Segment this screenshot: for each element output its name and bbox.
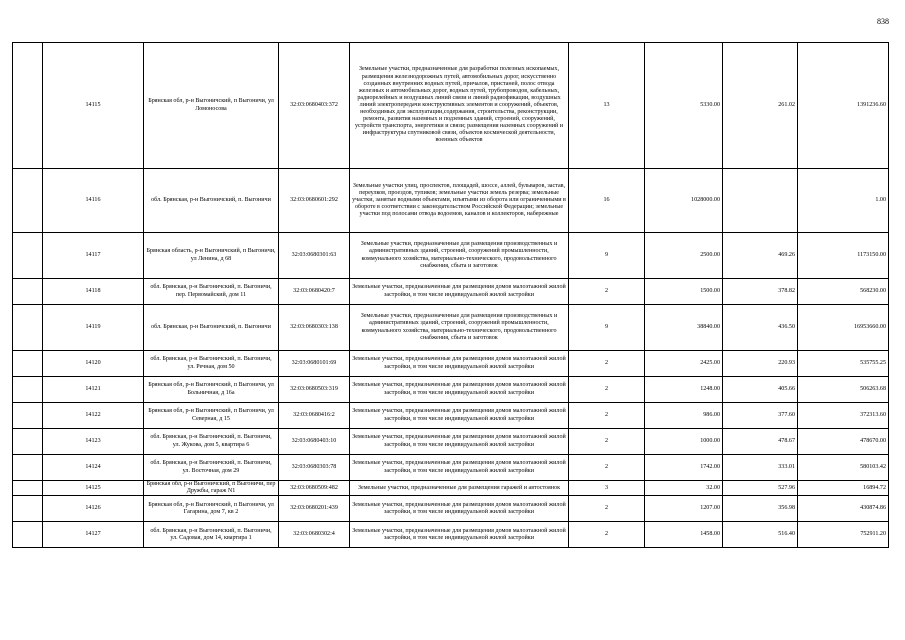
- group-code-cell: 2: [569, 429, 645, 455]
- group-code-cell: 2: [569, 377, 645, 403]
- address-cell: обл. Брянская, р-н Выгоничский, п. Выгоничи, ул. Садовая, дом 14, квартира 1: [144, 522, 279, 548]
- row-number: 14122: [43, 403, 144, 429]
- table-row: [13, 43, 889, 169]
- land-use-cell: Земельные участки, предназначенные для размещения домов малоэтажной жилой застройки, в том числе индивидуальной жилой застройки: [350, 377, 569, 403]
- row-number: 14120: [43, 351, 144, 377]
- blank-cell: [13, 377, 43, 403]
- table-row: [13, 305, 889, 351]
- address-cell: Брянская обл, р-н Выгоничский, п Выгоничи, пер Дружбы, гараж N1: [144, 481, 279, 496]
- row-number: 14126: [43, 496, 144, 522]
- address-cell: Брянская область, р-н Выгоничский, п Выгоничи, ул Ленина, д 68: [144, 233, 279, 279]
- table-row: [13, 279, 889, 305]
- row-number: 14117: [43, 233, 144, 279]
- specific-value-cell: 261.02: [723, 43, 798, 169]
- cadastral-value-cell: 580103.42: [798, 455, 889, 481]
- cadastral-number-cell: 32:03:0680303:138: [279, 305, 350, 351]
- land-use-cell: Земельные участки, предназначенные для размещения домов малоэтажной жилой застройки, в том числе индивидуальной жилой застройки: [350, 522, 569, 548]
- table-row: [13, 481, 889, 496]
- group-code-cell: 2: [569, 351, 645, 377]
- address-cell: Брянская обл, р-н Выгоничский, п Выгоничи, ул Больничная, д 16а: [144, 377, 279, 403]
- cadastral-value-cell: 430874.86: [798, 496, 889, 522]
- table-row: [13, 377, 889, 403]
- row-number: 14116: [43, 169, 144, 233]
- address-cell: обл. Брянская, р-н Выгоничский, п. Выгоничи: [144, 305, 279, 351]
- address-cell: Брянская обл, р-н Выгоничский, п Выгоничи, ул Гагарина, дом 7, кв 2: [144, 496, 279, 522]
- blank-cell: [13, 522, 43, 548]
- cadastral-value-cell: 478670.00: [798, 429, 889, 455]
- blank-cell: [13, 305, 43, 351]
- land-use-cell: Земельные участки, предназначенные для размещения производственных и административных зданий, строений, сооружений промышленности, коммунального хозяйства, материально-технического, продовольственного снабжения, сбыта и заготовок: [350, 305, 569, 351]
- area-cell: 5330.00: [645, 43, 723, 169]
- cadastral-number-cell: 32:03:0680101:69: [279, 351, 350, 377]
- blank-cell: [13, 481, 43, 496]
- group-code-cell: 2: [569, 455, 645, 481]
- cadastral-number-cell: 32:03:0680201:439: [279, 496, 350, 522]
- group-code-cell: 3: [569, 481, 645, 496]
- cadastral-number-cell: 32:03:0680601:292: [279, 169, 350, 233]
- area-cell: 1028000.00: [645, 169, 723, 233]
- land-use-cell: Земельные участки, предназначенные для размещения домов малоэтажной жилой застройки, в том числе индивидуальной жилой застройки: [350, 429, 569, 455]
- table-row: [13, 403, 889, 429]
- specific-value-cell: 356.98: [723, 496, 798, 522]
- group-code-cell: 13: [569, 43, 645, 169]
- blank-cell: [13, 403, 43, 429]
- blank-cell: [13, 496, 43, 522]
- specific-value-cell: 378.82: [723, 279, 798, 305]
- page-number: 838: [877, 17, 889, 26]
- cadastral-number-cell: 32:03:0680303:78: [279, 455, 350, 481]
- table-row: [13, 496, 889, 522]
- cadastral-number-cell: 32:03:0680503:319: [279, 377, 350, 403]
- table-row: [13, 522, 889, 548]
- area-cell: 1742.00: [645, 455, 723, 481]
- blank-cell: [13, 455, 43, 481]
- cadastral-value-cell: 1173150.00: [798, 233, 889, 279]
- land-use-cell: Земельные участки улиц, проспектов, площадей, шоссе, аллей, бульваров, застав, переулков, проездов, тупиков; земельные участки земель резерва; земельные участки, занятые водными объектами, изъятыми из оборота или ограниченными в обороте в соответствии с законодательством Российской Федерации; земельные участки под полосами отвода водоемов, каналов и коллекторов, набережные: [350, 169, 569, 233]
- land-use-cell: Земельные участки, предназначенные для размещения гаражей и автостоянок: [350, 481, 569, 496]
- table-row: [13, 169, 889, 233]
- area-cell: 1248.00: [645, 377, 723, 403]
- group-code-cell: 2: [569, 403, 645, 429]
- specific-value-cell: [723, 169, 798, 233]
- specific-value-cell: 516.40: [723, 522, 798, 548]
- area-cell: 32.00: [645, 481, 723, 496]
- blank-cell: [13, 429, 43, 455]
- blank-cell: [13, 43, 43, 169]
- cadastral-value-table: [12, 42, 889, 548]
- area-cell: 1000.00: [645, 429, 723, 455]
- specific-value-cell: 469.26: [723, 233, 798, 279]
- blank-cell: [13, 233, 43, 279]
- cadastral-number-cell: 32:03:0680302:4: [279, 522, 350, 548]
- table-row: [13, 455, 889, 481]
- table-row: [13, 233, 889, 279]
- table-row: [13, 351, 889, 377]
- group-code-cell: 9: [569, 305, 645, 351]
- row-number: 14118: [43, 279, 144, 305]
- address-cell: обл. Брянская, р-н Выгоничский, п. Выгоничи, ул. Восточная, дом 29: [144, 455, 279, 481]
- specific-value-cell: 405.66: [723, 377, 798, 403]
- row-number: 14121: [43, 377, 144, 403]
- specific-value-cell: 333.01: [723, 455, 798, 481]
- group-code-cell: 16: [569, 169, 645, 233]
- group-code-cell: 2: [569, 522, 645, 548]
- area-cell: 38840.00: [645, 305, 723, 351]
- area-cell: 2425.00: [645, 351, 723, 377]
- address-cell: обл. Брянская, р-н Выгоничский, п. Выгоничи, ул. Жукова, дом 5, квартира 6: [144, 429, 279, 455]
- land-use-cell: Земельные участки, предназначенные для размещения домов малоэтажной жилой застройки, в том числе индивидуальной жилой застройки: [350, 403, 569, 429]
- specific-value-cell: 527.96: [723, 481, 798, 496]
- row-number: 14115: [43, 43, 144, 169]
- specific-value-cell: 436.50: [723, 305, 798, 351]
- cadastral-value-cell: 372313.60: [798, 403, 889, 429]
- group-code-cell: 2: [569, 496, 645, 522]
- row-number: 14125: [43, 481, 144, 496]
- row-number: 14127: [43, 522, 144, 548]
- cadastral-number-cell: 32:03:0680509:482: [279, 481, 350, 496]
- blank-cell: [13, 351, 43, 377]
- cadastral-value-cell: 752911.20: [798, 522, 889, 548]
- land-use-cell: Земельные участки, предназначенные для размещения домов малоэтажной жилой застройки, в том числе индивидуальной жилой застройки: [350, 455, 569, 481]
- cadastral-value-cell: 16894.72: [798, 481, 889, 496]
- land-use-cell: Земельные участки, предназначенные для размещения домов малоэтажной жилой застройки, в том числе индивидуальной жилой застройки: [350, 279, 569, 305]
- address-cell: Брянская обл, р-н Выгоничский, п Выгоничи, ул Ломоносова: [144, 43, 279, 169]
- cadastral-number-cell: 32:03:0680416:2: [279, 403, 350, 429]
- cadastral-value-cell: 16953660.00: [798, 305, 889, 351]
- cadastral-number-cell: 32:03:0680301:63: [279, 233, 350, 279]
- row-number: 14123: [43, 429, 144, 455]
- area-cell: 2500.00: [645, 233, 723, 279]
- address-cell: обл. Брянская, р-н Выгоничский, п. Выгоничи, пер. Первомайский, дом 11: [144, 279, 279, 305]
- land-use-cell: Земельные участки, предназначенные для размещения домов малоэтажной жилой застройки, в том числе индивидуальной жилой застройки: [350, 351, 569, 377]
- cadastral-number-cell: 32:03:0680403:10: [279, 429, 350, 455]
- table-row: [13, 429, 889, 455]
- cadastral-value-cell: 1391236.60: [798, 43, 889, 169]
- cadastral-number-cell: 32:03:0680420:7: [279, 279, 350, 305]
- cadastral-value-cell: 535755.25: [798, 351, 889, 377]
- specific-value-cell: 377.60: [723, 403, 798, 429]
- area-cell: 986.00: [645, 403, 723, 429]
- blank-cell: [13, 169, 43, 233]
- group-code-cell: 2: [569, 279, 645, 305]
- land-use-cell: Земельные участки, предназначенные для размещения домов малоэтажной жилой застройки, в том числе индивидуальной жилой застройки: [350, 496, 569, 522]
- group-code-cell: 9: [569, 233, 645, 279]
- area-cell: 1207.00: [645, 496, 723, 522]
- area-cell: 1458.00: [645, 522, 723, 548]
- cadastral-value-cell: 506263.68: [798, 377, 889, 403]
- cadastral-number-cell: 32:03:0680403:372: [279, 43, 350, 169]
- area-cell: 1500.00: [645, 279, 723, 305]
- cadastral-value-cell: 1.00: [798, 169, 889, 233]
- blank-cell: [13, 279, 43, 305]
- specific-value-cell: 220.93: [723, 351, 798, 377]
- address-cell: обл. Брянская, р-н Выгоничский, п. Выгоничи, ул. Речная, дом 50: [144, 351, 279, 377]
- row-number: 14124: [43, 455, 144, 481]
- land-use-cell: Земельные участки, предназначенные для размещения производственных и административных зданий, строений, сооружений промышленности, коммунального хозяйства, материально-технического, продовольственного снабжения, сбыта и заготовок: [350, 233, 569, 279]
- specific-value-cell: 478.67: [723, 429, 798, 455]
- address-cell: обл. Брянская, р-н Выгоничский, п. Выгоничи: [144, 169, 279, 233]
- address-cell: Брянская обл, р-н Выгоничский, п Выгоничи, ул Северная, д 15: [144, 403, 279, 429]
- row-number: 14119: [43, 305, 144, 351]
- land-use-cell: Земельные участки, предназначенные для разработки полезных ископаемых, размещения железнодорожных путей, автомобильных дорог, искусственно созданных внутренних водных путей, причалов, пристаней, полос отвода железных и автомобильных дорог, водных путей, трубопроводов, кабельных, радиорелейных и воздушных линий связи и линий радиофикации, воздушных линий электропередачи конструктивных элементов и сооружений, объектов, необходимых для эксплуатации,содержания, строительства, реконструкции, ремонта, развития наземных и подземных зданий, строений, сооружений, устройств транспорта, энергетики и связи; размещения наземных сооружений и инфраструктуры спутниковой связи, объектов космической деятельности, военных объектов: [350, 43, 569, 169]
- cadastral-value-cell: 568230.00: [798, 279, 889, 305]
